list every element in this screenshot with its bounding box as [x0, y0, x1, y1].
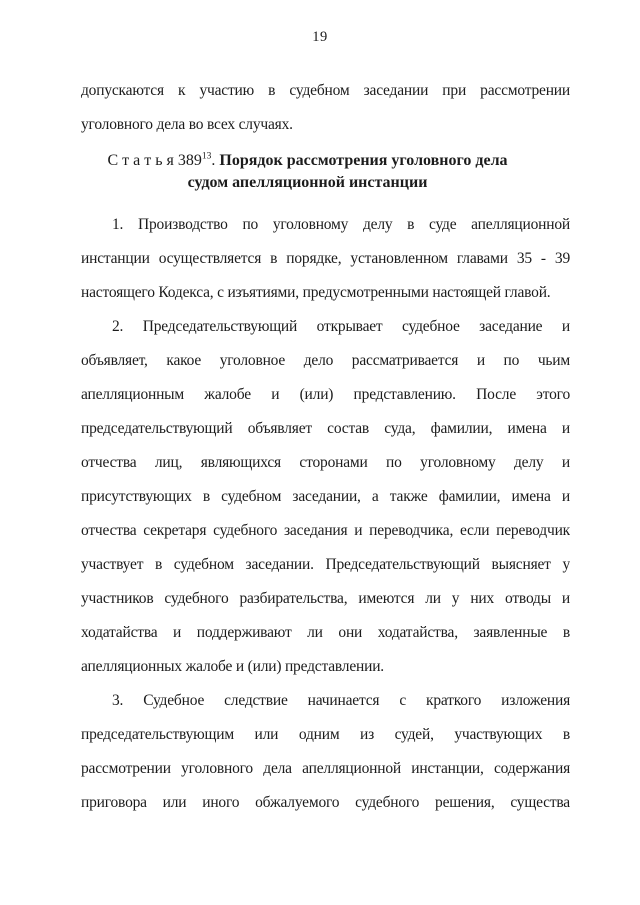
body-text [81, 74, 570, 820]
paragraph-2 [81, 310, 570, 684]
text-line: приговора или иного обжалуемого судебного решения, существа [81, 794, 570, 811]
text-line: участников судебного разбирательства, имеются ли у них отводы и [81, 590, 570, 607]
text-line: председательствующий объявляет состав суда, фамилии, имена и [81, 420, 570, 437]
article-heading [81, 150, 534, 194]
text-line: участвует в судебном заседании. Председательствующий выясняет у [81, 556, 570, 573]
article-number-superscript: 13 [201, 151, 212, 162]
text-line: уголовного дела во всех случаях. [81, 116, 293, 133]
paragraph-3 [81, 684, 570, 820]
text-line: настоящего Кодекса, с изъятиями, предусмотренными настоящей главой. [81, 284, 551, 301]
article-number: С т а т ь я $389^{13}$. [107, 151, 220, 169]
article-title-line2: судом апелляционной инстанции [187, 174, 428, 191]
text-line: инстанции осуществляется в порядке, установленном главами 35 - 39 [81, 250, 570, 267]
text-line: отчества лиц, являющихся сторонами по уголовному делу и [81, 454, 570, 471]
text-line: ходатайства и поддерживают ли они ходатайства, заявленные в [81, 624, 570, 641]
text-line: 1. Производство по уголовному делу в суде апелляционной [112, 216, 570, 233]
text-line: апелляционных жалобе и (или) представлении. [81, 658, 384, 675]
text-line: отчества секретаря судебного заседания и переводчика, если переводчик [81, 522, 570, 539]
article-title-line1: Порядок рассмотрения уголовного дела [219, 152, 508, 169]
text-line: объявляет, какое уголовное дело рассматривается и по чьим [81, 352, 570, 369]
text-line: председательствующим или одним из судей, участвующих в [81, 726, 570, 743]
text-line: 2. Председательствующий открывает судебное заседание и [112, 318, 570, 335]
continuation-paragraph [81, 74, 570, 142]
paragraph-1 [81, 208, 570, 310]
text-line: присутствующих в судебном заседании, а также фамилии, имена и [81, 488, 570, 505]
text-line: рассмотрении уголовного дела апелляционной инстанции, содержания [81, 760, 570, 777]
article-separator: . [211, 152, 220, 169]
page-number: 19 [312, 29, 328, 45]
text-line: допускаются к участию в судебном заседании при рассмотрении [81, 82, 570, 99]
text-line: апелляционным жалобе и (или) представлению. После этого [81, 386, 570, 403]
text-line: 3. Судебное следствие начинается с краткого изложения [112, 692, 570, 709]
